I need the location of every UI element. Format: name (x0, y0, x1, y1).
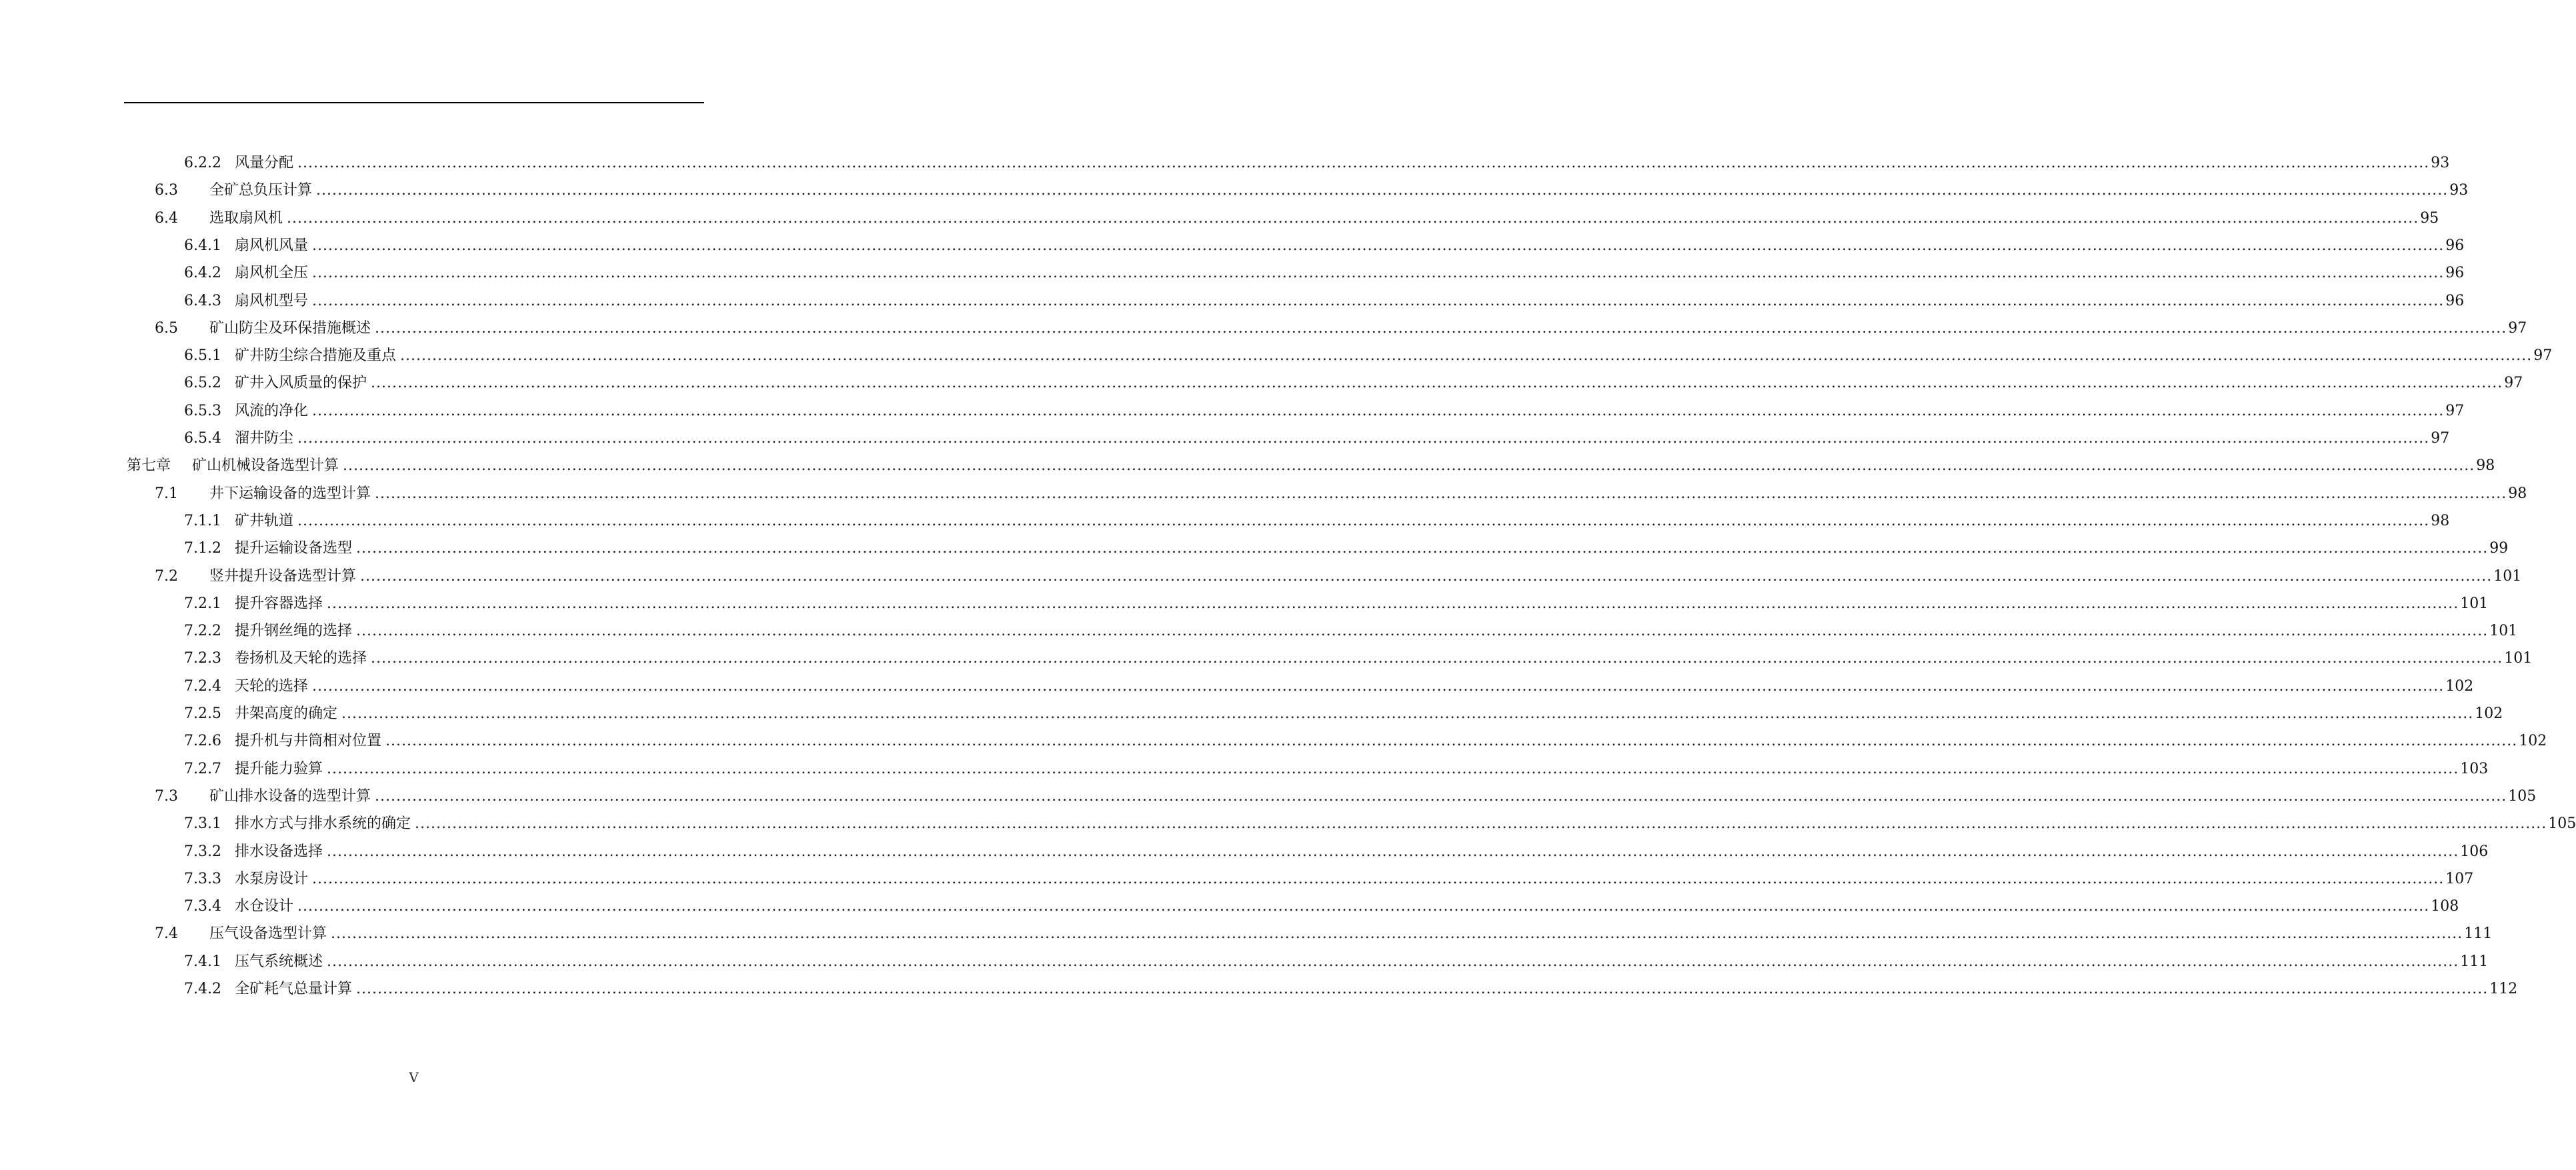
toc-entry-number: 7.3.4 (184, 898, 221, 915)
toc-entry[interactable] (0, 757, 2489, 782)
toc-dot-leader: ................................................................................................................................................................................................................................................................................................................................................................................................................ (287, 209, 2419, 227)
toc-entry-number: 7.2.5 (184, 705, 221, 722)
toc-entry-number: 7.2.7 (184, 760, 221, 777)
toc-entry-title: 竖井提升设备选型计算 (209, 567, 357, 585)
toc-entry-page: 99 (2489, 540, 2509, 557)
toc-entry-page: 108 (2431, 898, 2459, 915)
toc-entry-line (235, 867, 2474, 892)
toc-entry-page: 98 (2431, 512, 2450, 529)
toc-entry-number: 7.2.4 (184, 677, 221, 695)
toc-entry-number: 6.5.1 (184, 347, 221, 365)
toc-entry-page: 102 (2445, 677, 2474, 695)
toc-entry-title: 提升机与井筒相对位置 (235, 733, 382, 750)
toc-entry[interactable] (0, 371, 2523, 396)
toc-entry-title: 天轮的选择 (235, 677, 309, 695)
toc-entry-title: 矿井防尘综合措施及重点 (235, 347, 397, 365)
toc-entry-line (235, 536, 2509, 561)
toc-entry[interactable] (0, 784, 2537, 809)
toc-dot-leader: ................................................................................................................................................................................................................................................................................................................................................................................................................ (297, 898, 2430, 915)
toc-entry-page: 101 (2493, 567, 2522, 585)
toc-entry-line (235, 757, 2489, 782)
toc-dot-leader: ................................................................................................................................................................................................................................................................................................................................................................................................................ (312, 677, 2445, 695)
toc-entry-number: 7.1.2 (184, 540, 221, 557)
toc-entry[interactable] (0, 206, 2439, 231)
toc-entry-line (235, 261, 2465, 286)
toc-entry-line (209, 481, 2527, 507)
toc-entry-line (209, 316, 2527, 341)
toc-entry[interactable] (0, 646, 2533, 671)
toc-entry-line (235, 233, 2465, 259)
toc-entry-page: 105 (2548, 815, 2576, 833)
toc-entry-number: 7.2.6 (184, 733, 221, 750)
toc-entry-number: 6.4.2 (184, 265, 221, 282)
toc-entry-page: 101 (2460, 595, 2489, 612)
toc-dot-leader: ................................................................................................................................................................................................................................................................................................................................................................................................................ (385, 733, 2518, 750)
toc-entry-line (235, 977, 2518, 1002)
toc-entry[interactable] (0, 619, 2518, 644)
toc-dot-leader: ................................................................................................................................................................................................................................................................................................................................................................................................................ (341, 705, 2474, 722)
toc-entry-page: 95 (2420, 209, 2439, 227)
toc-entry-number: 6.5.4 (184, 430, 221, 447)
toc-dot-leader: ................................................................................................................................................................................................................................................................................................................................................................................................................ (327, 843, 2459, 860)
toc-entry-title: 矿山排水设备的选型计算 (209, 787, 371, 805)
toc-entry-number: 7.2.1 (184, 595, 221, 612)
toc-dot-leader: ................................................................................................................................................................................................................................................................................................................................................................................................................ (312, 292, 2445, 309)
toc-entry-title: 矿山机械设备选型计算 (192, 457, 339, 475)
toc-entry-title: 压气系统概述 (235, 953, 323, 970)
toc-dot-leader: ................................................................................................................................................................................................................................................................................................................................................................................................................ (312, 265, 2445, 282)
toc-entry-page: 97 (2431, 430, 2450, 447)
toc-entry-title: 扇风机型号 (235, 292, 309, 309)
toc-dot-leader: ................................................................................................................................................................................................................................................................................................................................................................................................................ (371, 375, 2503, 392)
toc-entry-page: 96 (2445, 265, 2465, 282)
toc-entry[interactable] (0, 481, 2527, 507)
toc-entry-line (209, 564, 2522, 589)
toc-dot-leader: ................................................................................................................................................................................................................................................................................................................................................................................................................ (316, 182, 2449, 199)
toc-entry-title: 矿井入风质量的保护 (235, 375, 367, 392)
toc-entry-title: 全矿耗气总量计算 (235, 981, 353, 997)
toc-entry-title: 排水设备选择 (235, 843, 323, 860)
toc-entry-number: 7.1.1 (184, 512, 221, 529)
toc-entry-page: 93 (2449, 182, 2469, 199)
toc-entry-title: 全矿总负压计算 (209, 182, 313, 199)
toc-entry-line (235, 619, 2518, 644)
toc-entry[interactable] (0, 536, 2509, 561)
toc-dot-leader: ................................................................................................................................................................................................................................................................................................................................................................................................................ (356, 540, 2489, 557)
toc-dot-leader: ................................................................................................................................................................................................................................................................................................................................................................................................................ (375, 485, 2507, 502)
toc-entry-page: 98 (2476, 457, 2495, 475)
toc-entry-number: 7.3.1 (184, 815, 221, 833)
toc-entry[interactable] (0, 701, 2503, 727)
toc-entry-line (235, 811, 2576, 837)
toc-entry-page: 102 (2519, 733, 2547, 750)
toc-dot-leader: ................................................................................................................................................................................................................................................................................................................................................................................................................ (327, 760, 2459, 777)
toc-entry-line (235, 591, 2489, 617)
toc-entry-line (235, 371, 2523, 396)
toc-entry[interactable] (0, 509, 2450, 534)
toc-entry-page: 96 (2445, 237, 2465, 254)
toc-entry-line (235, 729, 2547, 754)
toc-entry-line (235, 949, 2489, 975)
toc-entry[interactable] (0, 316, 2527, 341)
toc-dot-leader: ................................................................................................................................................................................................................................................................................................................................................................................................................ (415, 815, 2547, 833)
toc-entry-line (192, 453, 2495, 479)
toc-entry-number: 6.2.2 (184, 155, 221, 171)
toc-entry[interactable] (0, 949, 2489, 975)
toc-entry-title: 井架高度的确定 (235, 705, 338, 722)
toc-entry[interactable] (0, 343, 2553, 369)
toc-entry-page: 98 (2508, 485, 2527, 502)
toc-entry-title: 扇风机全压 (235, 265, 309, 282)
toc-entry-page: 101 (2489, 623, 2518, 640)
toc-entry-number: 6.4.3 (184, 292, 221, 309)
toc-entry[interactable] (0, 178, 2469, 203)
toc-entry-line (235, 399, 2465, 424)
toc-entry-number: 7.3 (155, 787, 178, 805)
toc-entry[interactable] (0, 839, 2489, 865)
toc-entry-title: 提升钢丝绳的选择 (235, 623, 353, 640)
toc-entry-title: 选取扇风机 (209, 209, 283, 227)
toc-entry-number: 7.3.3 (184, 870, 221, 887)
toc-entry-line (235, 289, 2465, 314)
toc-entry-line (235, 839, 2489, 865)
toc-entry[interactable] (0, 564, 2522, 589)
toc-dot-leader: ................................................................................................................................................................................................................................................................................................................................................................................................................ (356, 981, 2489, 997)
toc-entry-page: 112 (2489, 981, 2518, 997)
toc-entry-number: 6.5.2 (184, 375, 221, 392)
toc-entry[interactable] (0, 867, 2474, 892)
toc-entry-number: 7.2.2 (184, 623, 221, 640)
toc-entry[interactable] (0, 151, 2450, 176)
toc-entry-page: 97 (2504, 375, 2523, 392)
toc-entry-line (235, 701, 2503, 727)
toc-entry[interactable] (0, 894, 2459, 919)
toc-dot-leader: ................................................................................................................................................................................................................................................................................................................................................................................................................ (375, 787, 2507, 805)
toc-entry-line (209, 206, 2439, 231)
toc-entry-title: 井下运输设备的选型计算 (209, 485, 371, 502)
toc-dot-leader: ................................................................................................................................................................................................................................................................................................................................................................................................................ (400, 347, 2533, 365)
toc-entry-line (235, 509, 2450, 534)
toc-dot-leader: ................................................................................................................................................................................................................................................................................................................................................................................................................ (327, 595, 2459, 612)
toc-entry-number: 7.4.2 (184, 981, 221, 997)
toc-entry-number: 第七章 (127, 457, 171, 475)
toc-entry-page: 111 (2460, 953, 2489, 970)
toc-entry-page: 97 (2508, 319, 2527, 337)
toc-dot-leader: ................................................................................................................................................................................................................................................................................................................................................................................................................ (375, 319, 2507, 337)
toc-entry-title: 扇风机风量 (235, 237, 309, 254)
toc-entry[interactable] (0, 399, 2465, 424)
toc-entry-page: 107 (2445, 870, 2474, 887)
toc-entry[interactable] (0, 426, 2450, 451)
toc-entry-title: 提升运输设备选型 (235, 540, 353, 557)
toc-entry-title: 提升容器选择 (235, 595, 323, 612)
toc-entry-title: 卷扬机及天轮的选择 (235, 650, 367, 667)
toc-dot-leader: ................................................................................................................................................................................................................................................................................................................................................................................................................ (327, 953, 2459, 970)
toc-entry[interactable] (0, 261, 2465, 286)
toc-dot-leader: ................................................................................................................................................................................................................................................................................................................................................................................................................ (356, 623, 2489, 640)
toc-dot-leader: ................................................................................................................................................................................................................................................................................................................................................................................................................ (371, 650, 2503, 667)
toc-entry[interactable] (0, 729, 2547, 754)
toc-entry-line (209, 178, 2469, 203)
toc-entry-line (235, 894, 2459, 919)
toc-entry-number: 7.2.3 (184, 650, 221, 667)
toc-entry-page: 96 (2445, 292, 2465, 309)
header-rule (124, 102, 704, 103)
toc-entry-title: 矿井轨道 (235, 512, 294, 529)
toc-entry-number: 7.1 (155, 485, 178, 502)
toc-entry-number: 7.2 (155, 567, 178, 585)
toc-entry-number: 6.4 (155, 209, 178, 227)
toc-dot-leader: ................................................................................................................................................................................................................................................................................................................................................................................................................ (360, 567, 2493, 585)
toc-entry-title: 风流的净化 (235, 402, 309, 419)
toc-entry-page: 101 (2504, 650, 2533, 667)
toc-entry[interactable] (0, 921, 2493, 947)
toc-entry-page: 105 (2508, 787, 2537, 805)
toc-entry-line (209, 784, 2537, 809)
toc-entry-number: 7.4 (155, 925, 178, 943)
toc-dot-leader: ................................................................................................................................................................................................................................................................................................................................................................................................................ (297, 430, 2430, 447)
toc-dot-leader: ................................................................................................................................................................................................................................................................................................................................................................................................................ (312, 870, 2445, 887)
toc-entry-page: 97 (2533, 347, 2553, 365)
toc-entry-number: 7.3.2 (184, 843, 221, 860)
toc-dot-leader: ................................................................................................................................................................................................................................................................................................................................................................................................................ (312, 402, 2445, 419)
toc-entry-title: 风量分配 (235, 155, 294, 171)
toc-entry-page: 111 (2464, 925, 2493, 943)
toc-entry[interactable] (0, 977, 2518, 1002)
toc-entry-number: 6.5 (155, 319, 178, 337)
toc-entry-title: 水泵房设计 (235, 870, 309, 887)
toc-entry-title: 水仓设计 (235, 898, 294, 915)
toc-entry[interactable] (0, 674, 2474, 699)
toc-entry[interactable] (0, 289, 2465, 314)
toc-entry-number: 6.5.3 (184, 402, 221, 419)
toc-entry-page: 106 (2460, 843, 2489, 860)
toc-chapter-entry[interactable] (0, 453, 2495, 479)
toc-entry[interactable] (0, 811, 2576, 837)
toc-entry[interactable] (0, 591, 2489, 617)
toc-entry-page: 103 (2460, 760, 2489, 777)
page-number: V (409, 1069, 419, 1085)
toc-dot-leader: ................................................................................................................................................................................................................................................................................................................................................................................................................ (297, 155, 2430, 171)
toc-dot-leader: ................................................................................................................................................................................................................................................................................................................................................................................................................ (297, 512, 2430, 529)
toc-entry-line (235, 646, 2533, 671)
toc-entry-line (235, 426, 2450, 451)
toc-entry-line (235, 151, 2450, 176)
toc-entry-page: 93 (2431, 155, 2450, 171)
toc-entry-title: 溜井防尘 (235, 430, 294, 447)
toc-entry[interactable] (0, 233, 2465, 259)
toc-entry-line (209, 921, 2493, 947)
toc-entry-number: 6.4.1 (184, 237, 221, 254)
toc-entry-page: 97 (2445, 402, 2465, 419)
toc-entry-title: 矿山防尘及环保措施概述 (209, 319, 371, 337)
toc-entry-number: 6.3 (155, 182, 178, 199)
toc-dot-leader: ................................................................................................................................................................................................................................................................................................................................................................................................................ (331, 925, 2463, 943)
toc-entry-title: 压气设备选型计算 (209, 925, 327, 943)
toc-entry-title: 排水方式与排水系统的确定 (235, 815, 411, 833)
toc-entry-line (235, 343, 2553, 369)
toc-entry-number: 7.4.1 (184, 953, 221, 970)
toc-dot-leader: ................................................................................................................................................................................................................................................................................................................................................................................................................ (343, 457, 2475, 475)
toc-entry-page: 102 (2475, 705, 2503, 722)
toc-entry-line (235, 674, 2474, 699)
toc-entry-title: 提升能力验算 (235, 760, 323, 777)
toc-dot-leader: ................................................................................................................................................................................................................................................................................................................................................................................................................ (312, 237, 2445, 254)
